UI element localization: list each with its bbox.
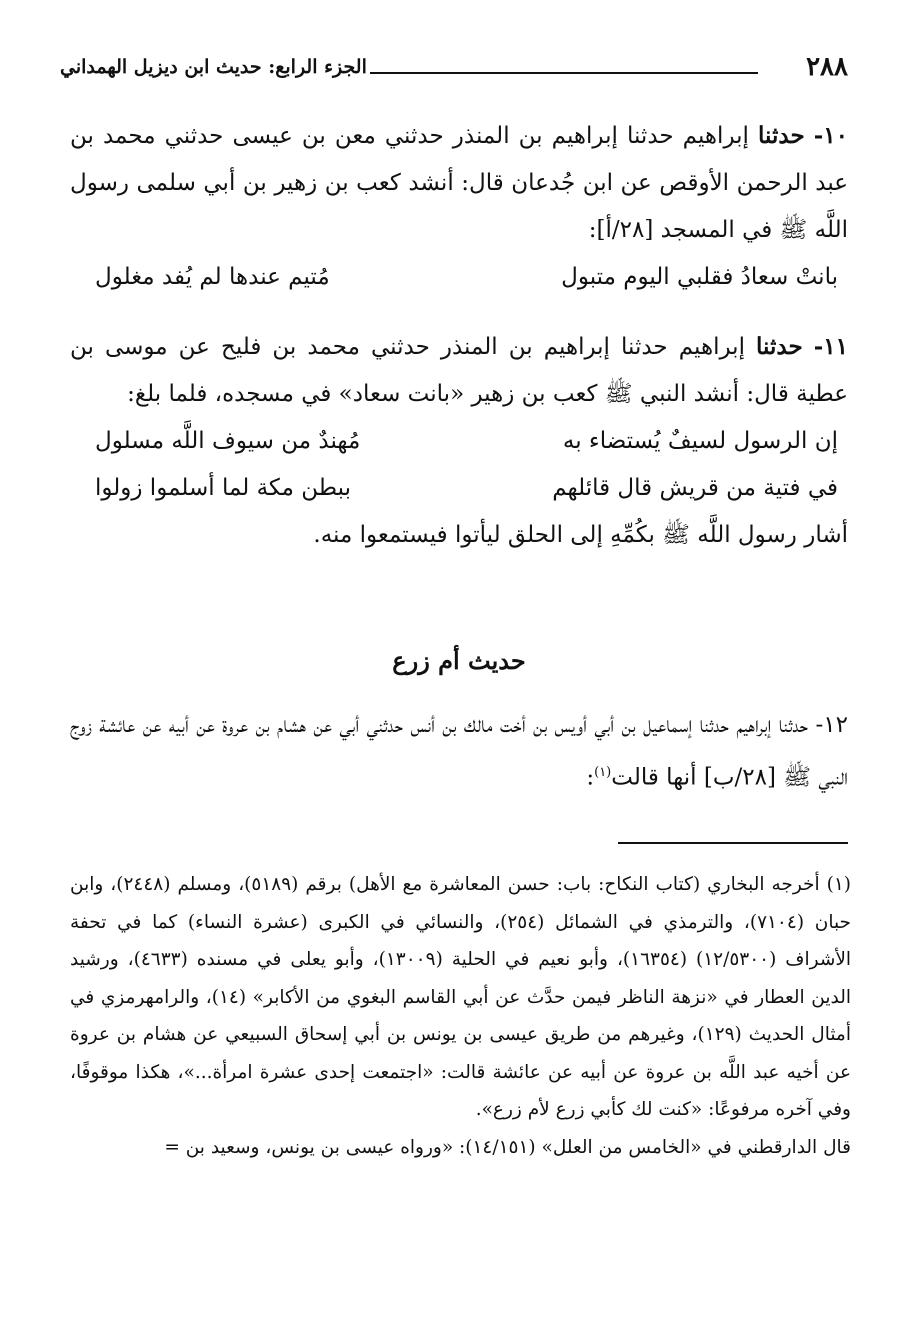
hadith-10-paragraph	[70, 112, 848, 254]
running-title: الجزء الرابع: حديث ابن ديزيل الهمداني	[60, 56, 367, 78]
hadith-11-verse-1	[70, 418, 848, 465]
hadith-11-number: ١١-	[813, 333, 848, 360]
hadith-12-paragraph	[70, 702, 848, 802]
hadith-10-number: ١٠-	[813, 122, 848, 149]
verse-second-hemistich: مُتيم عندها لم يُفد مغلول	[95, 264, 330, 290]
footnote-1-continued: قال الدارقطني في «الخامس من العلل» (١٤/١٥١): «ورواه عيسى بن يونس، وسعيد بن =	[164, 1136, 851, 1158]
footnote-rule	[618, 842, 848, 844]
footnote-1: (١) أخرجه البخاري (كتاب النكاح: باب: حسن المعاشرة مع الأهل) برقم (٥١٨٩)، ومسلم (٢٤٤٨)، وابن حبان (٧١٠٤)، والترمذي في الشمائل (٢٥٤)، والنسائي في الكبرى (عشرة النساء) كما في تحفة الأشراف (١٢/٥٣٠٠) (١٦٣٥٤)، وأبو نعيم في الحلية (١٣٠٠٩)، وأبو يعلى في مسنده (٤٦٣٣)، ورشيد الدين العطار في «نزهة الناظر فيمن حدَّث عن أبي القاسم البغوي من الأكابر» (١٤)، والرامهرمزي في أمثال الحديث (١٢٩)، وغيرهم من طريق عيسى بن يونس بن أبي إسحاق السبيعي عن هشام بن عروة عن أخيه عبد اللَّه بن عروة عن أبيه عن عائشة قالت: «اجتمعت إحدى عشرة امرأة...»، هكذا موقوفًا، وفي آخره مرفوعًا: «كنت لك كأبي زرع لأم زرع».	[70, 874, 852, 1120]
footnote-marker: (١)	[594, 765, 612, 780]
verse-second-hemistich: ببطن مكة لما أسلموا زولوا	[95, 475, 351, 501]
section-heading	[70, 636, 848, 686]
verse-first-hemistich: في فتية من قريش قال قائلهم	[552, 475, 838, 501]
hadith-11-closing: أشار رسول اللَّه ﷺ بكُمِّهِ إلى الحلق ليأتوا فيستمعوا منه.	[313, 522, 848, 548]
header-rule	[370, 72, 758, 74]
hadith-10-opening: حدثنا	[758, 122, 805, 149]
verse-first-hemistich: بانتْ سعادُ فقلبي اليوم متبول	[561, 264, 838, 290]
hadith-10	[70, 112, 848, 301]
hadith-10-text: إبراهيم حدثنا إبراهيم بن المنذر حدثني معن بن عيسى حدثني محمد بن عبد الرحمن الأوقص عن ابن جُدعان قال: أنشد كعب بن زهير بن أبي سلمى رسول اللَّه ﷺ في المسجد [٢٨/أ]:	[70, 123, 848, 243]
footnotes	[70, 866, 851, 1166]
verse-second-hemistich: مُهندٌ من سيوف اللَّه مسلول	[95, 428, 361, 454]
hadith-10-verse	[70, 254, 848, 301]
hadith-11-opening: حدثنا	[756, 333, 803, 360]
hadith-12-end: :	[586, 764, 595, 791]
verse-first-hemistich: إن الرسول لسيفٌ يُستضاء به	[562, 428, 838, 454]
page-header	[60, 52, 848, 92]
hadith-11	[70, 323, 848, 559]
hadith-11-text: إبراهيم حدثنا إبراهيم بن المنذر حدثني محمد بن فليح عن موسى بن عطية قال: أنشد النبي ﷺ كعب بن زهير «بانت سعاد» في مسجده، فلما بلغ:	[70, 334, 848, 407]
page-number: ٢٨٨	[806, 52, 848, 82]
section-title: حديث أم زرع	[392, 646, 526, 675]
hadith-12-text: ١٢- حدثنا إبراهيم حدثنا إسماعيل بن أبي أويس بن أخت مالك بن أنس حدثني أبي عن هشام بن عروة عن أبيه عن عائشة زوج النبي ﷺ [٢٨/ب] أنها قالت	[70, 712, 848, 791]
hadith-11-verse-2	[70, 465, 848, 512]
hadith-11-paragraph	[70, 323, 848, 418]
hadith-12	[70, 702, 848, 802]
